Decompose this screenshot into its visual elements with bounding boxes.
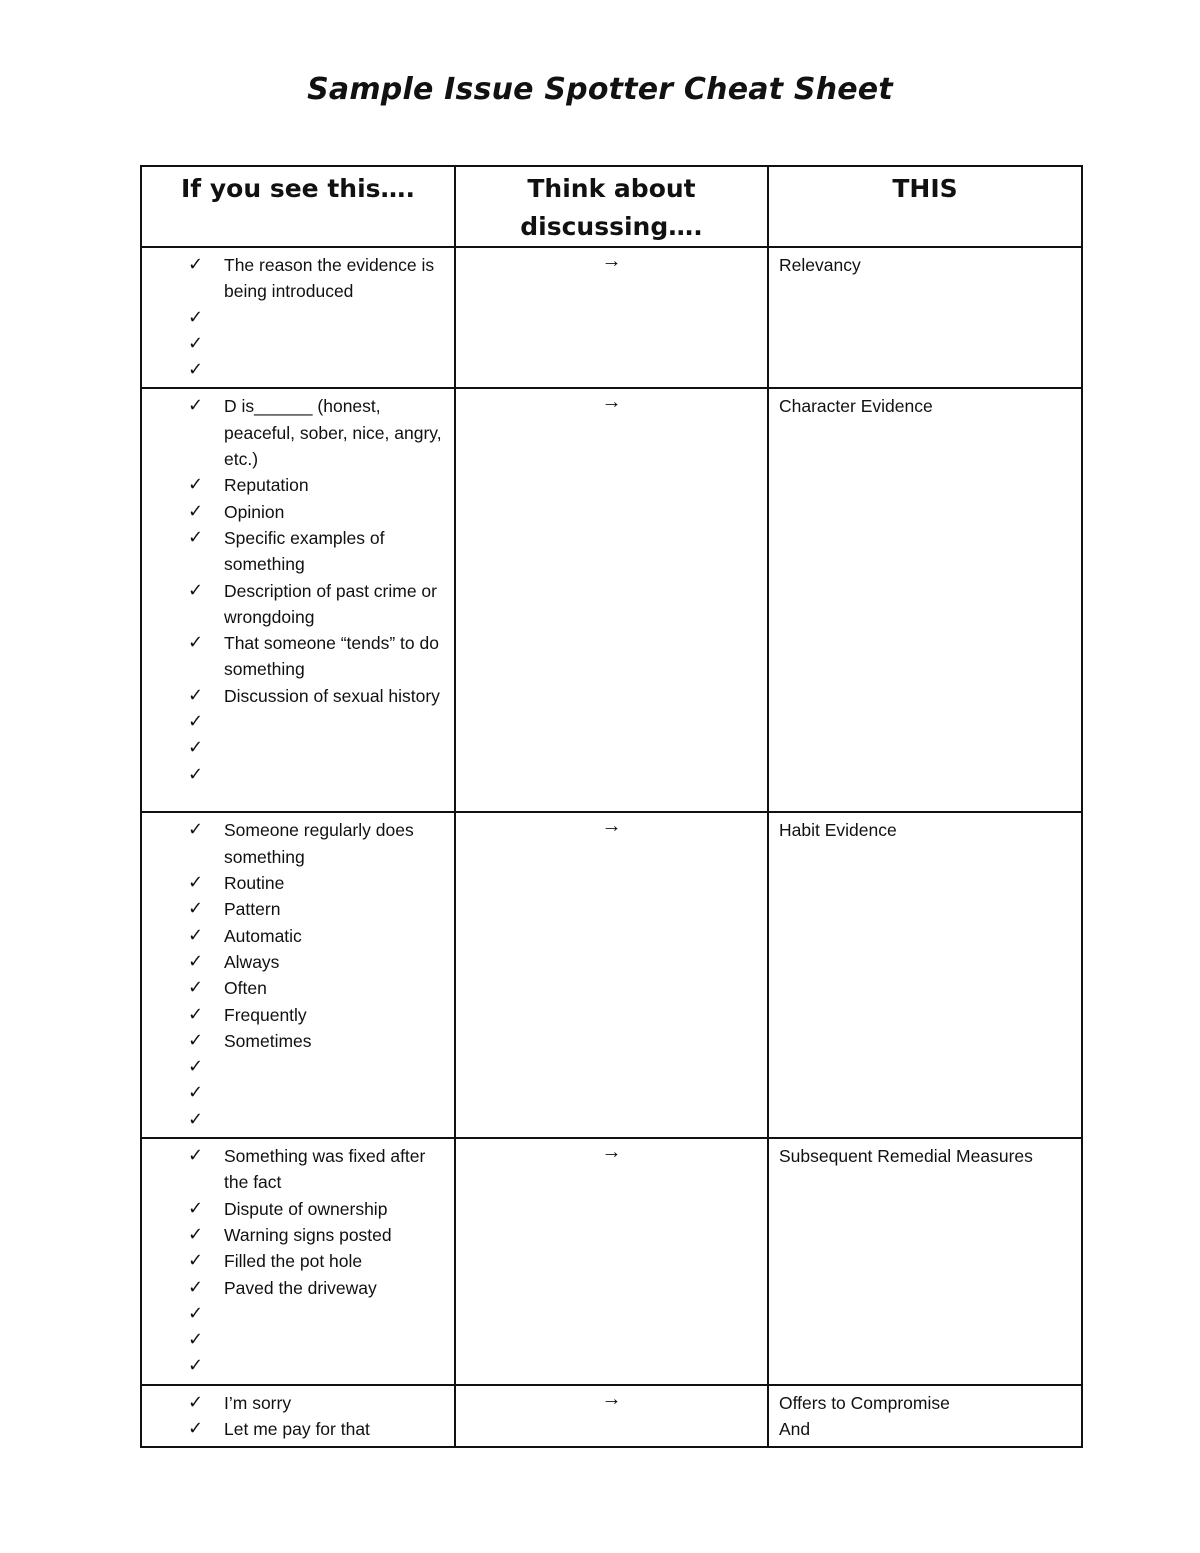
checklist-item: [142, 499, 448, 525]
checkmark-icon: ✓: [188, 254, 204, 275]
checklist-item-text: Paved the driveway: [224, 1277, 377, 1298]
checklist-item-text: Something was fixed after the fact: [224, 1146, 426, 1193]
checklist-item: [142, 1301, 448, 1327]
checklist-item: [142, 1054, 448, 1080]
checkmark-icon: ✓: [188, 924, 204, 946]
checklist-item-text: Let me pay for that: [224, 1419, 370, 1440]
checklist-item: [142, 975, 448, 1001]
checklist-item: [142, 1248, 448, 1274]
arrow-cell: [455, 812, 768, 1138]
checklist-item: [142, 252, 448, 305]
checklist-item: [142, 1028, 448, 1054]
checkmark-icon: ✓: [188, 1355, 204, 1377]
arrow-cell: [455, 1385, 768, 1448]
document-title: Sample Issue Spotter Cheat Sheet: [307, 72, 893, 107]
trigger-cell: [141, 247, 455, 388]
arrow-cell: [455, 247, 768, 388]
arrow-icon: →: [601, 391, 622, 414]
table-row: [141, 1138, 1082, 1385]
issue-spotter-table: [140, 165, 1083, 1448]
checklist-item-text: Often: [224, 978, 267, 999]
checklist: [142, 252, 448, 383]
checklist-item: [142, 472, 448, 498]
checkmark-icon: ✓: [188, 684, 204, 706]
checklist-item: [142, 762, 448, 788]
checkmark-icon: ✓: [188, 977, 204, 999]
topic-label: Subsequent Remedial Measures: [779, 1146, 1033, 1167]
checkmark-icon: ✓: [188, 632, 204, 654]
checkmark-icon: ✓: [188, 1108, 204, 1130]
checklist-item-text: Sometimes: [224, 1030, 312, 1051]
checklist: [142, 393, 448, 787]
topic-cell: [768, 1385, 1082, 1448]
topic-cell: [768, 247, 1082, 388]
checklist: [142, 1143, 448, 1380]
checklist-item: [142, 949, 448, 975]
header-if-you-see-this: If you see this….: [141, 166, 455, 247]
topic-label: Character Evidence: [779, 396, 933, 417]
checklist-item-text: Description of past crime or wrongdoing: [224, 580, 437, 627]
checklist-item: [142, 1002, 448, 1028]
table-row: [141, 812, 1082, 1138]
checklist-item: [142, 870, 448, 896]
checkmark-icon: ✓: [188, 1391, 204, 1413]
checklist-item: [142, 923, 448, 949]
topic-label: Habit Evidence: [779, 820, 897, 841]
checkmark-icon: ✓: [188, 763, 204, 785]
checklist-item-text: Someone regularly does something: [224, 820, 414, 867]
checklist-item-text: D is______ (honest, peaceful, sober, nice, angry, etc.): [224, 396, 442, 470]
checkmark-icon: ✓: [188, 1302, 204, 1324]
checkmark-icon: ✓: [188, 1029, 204, 1051]
checklist-item-text: The reason the evidence is being introduced: [224, 255, 435, 302]
checkmark-icon: ✓: [188, 359, 204, 381]
header-think-about-discussing: Think about discussing….: [455, 166, 768, 247]
checkmark-icon: ✓: [188, 1056, 204, 1078]
checklist-item: [142, 1143, 448, 1196]
checklist-item-text: I’m sorry: [224, 1392, 292, 1413]
checklist: [142, 817, 448, 1133]
checkmark-icon: ✓: [188, 1223, 204, 1245]
trigger-cell: [141, 1138, 455, 1385]
checklist-item: [142, 1222, 448, 1248]
table-header-row: [141, 166, 1082, 247]
table-row: [141, 1385, 1082, 1448]
checkmark-icon: ✓: [188, 737, 204, 759]
checklist-item: [142, 1416, 448, 1442]
checklist-item: [142, 709, 448, 735]
checklist-item: [142, 357, 448, 383]
checklist-item-text: Discussion of sexual history: [224, 685, 440, 706]
checklist-item: [142, 305, 448, 331]
topic-label: Offers to Compromise: [779, 1392, 950, 1413]
checklist-item-text: Opinion: [224, 501, 285, 522]
arrow-icon: →: [601, 815, 622, 838]
checklist: [142, 1390, 448, 1443]
checkmark-icon: ✓: [188, 872, 204, 894]
checklist-item: [142, 683, 448, 709]
checklist-item: [142, 817, 448, 870]
checkmark-icon: ✓: [188, 526, 204, 548]
checkmark-icon: ✓: [188, 819, 204, 841]
checkmark-icon: ✓: [188, 579, 204, 601]
checkmark-icon: ✓: [188, 306, 204, 328]
trigger-cell: [141, 812, 455, 1138]
checklist-item: [142, 393, 448, 472]
arrow-icon: →: [601, 1141, 622, 1164]
arrow-icon: →: [601, 1387, 622, 1410]
table-body: [141, 247, 1082, 1447]
header-this: THIS: [768, 166, 1082, 247]
checklist-item-text: Routine: [224, 873, 285, 894]
checkmark-icon: ✓: [188, 1276, 204, 1298]
checklist-item-text: Always: [224, 951, 280, 972]
topic-label: And: [779, 1419, 811, 1440]
checkmark-icon: ✓: [188, 1418, 204, 1440]
checklist-item-text: Automatic: [224, 925, 302, 946]
checklist-item: [142, 735, 448, 761]
checkmark-icon: ✓: [188, 500, 204, 522]
topic-cell: [768, 1138, 1082, 1385]
checkmark-icon: ✓: [188, 1197, 204, 1219]
checklist-item-text: Reputation: [224, 475, 309, 496]
checklist-item: [142, 1196, 448, 1222]
table-row: [141, 247, 1082, 388]
topic-cell: [768, 812, 1082, 1138]
checklist-item: [142, 331, 448, 357]
checklist-item: [142, 1390, 448, 1416]
checklist-item-text: Pattern: [224, 899, 281, 920]
checklist-item-text: That someone “tends” to do something: [224, 633, 439, 680]
trigger-cell: [141, 1385, 455, 1448]
trigger-cell: [141, 388, 455, 812]
checkmark-icon: ✓: [188, 1145, 204, 1167]
checklist-item: [142, 630, 448, 683]
checkmark-icon: ✓: [188, 950, 204, 972]
checklist-item: [142, 1353, 448, 1379]
checkmark-icon: ✓: [188, 1250, 204, 1272]
arrow-icon: →: [601, 250, 622, 272]
checklist-item: [142, 1107, 448, 1133]
topic-label: Relevancy: [779, 255, 861, 275]
checklist-item-text: Warning signs posted: [224, 1224, 392, 1245]
checklist-item: [142, 525, 448, 578]
checkmark-icon: ✓: [188, 332, 204, 354]
checklist-item: [142, 578, 448, 631]
checkmark-icon: ✓: [188, 898, 204, 920]
arrow-cell: [455, 388, 768, 812]
topic-cell: [768, 388, 1082, 812]
checkmark-icon: ✓: [188, 1003, 204, 1025]
table-row: [141, 388, 1082, 812]
checklist-item: [142, 896, 448, 922]
checklist-item-text: Specific examples of something: [224, 527, 385, 575]
checklist-item: [142, 1327, 448, 1353]
checklist-item: [142, 1080, 448, 1106]
arrow-cell: [455, 1138, 768, 1385]
checklist-item: [142, 1275, 448, 1301]
checklist-item-text: Filled the pot hole: [224, 1251, 363, 1272]
checkmark-icon: ✓: [188, 711, 204, 733]
checkmark-icon: ✓: [188, 1082, 204, 1104]
checkmark-icon: ✓: [188, 395, 204, 417]
checkmark-icon: ✓: [188, 1329, 204, 1351]
checkmark-icon: ✓: [188, 474, 204, 496]
checklist-item-text: Dispute of ownership: [224, 1198, 388, 1219]
checklist-item-text: Frequently: [224, 1004, 307, 1025]
